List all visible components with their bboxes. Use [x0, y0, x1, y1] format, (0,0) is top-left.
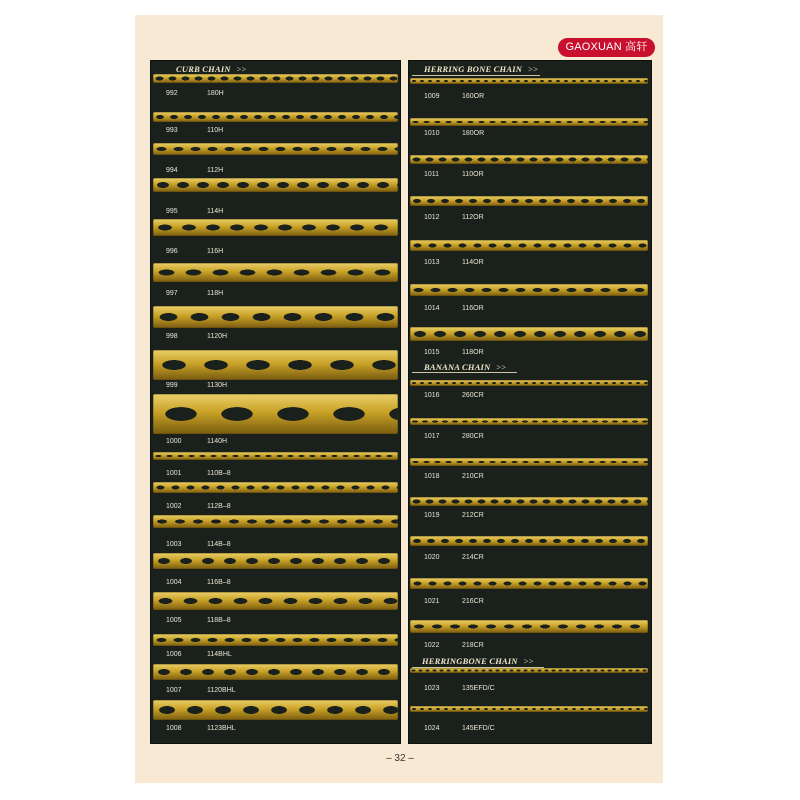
chain-image: [153, 664, 398, 680]
item-number: 993: [166, 127, 178, 134]
brand-label: GAOXUAN 高轩: [565, 41, 648, 53]
item-number: 1013: [424, 259, 440, 266]
chain-image: [153, 219, 398, 236]
chain-image: [153, 74, 398, 83]
section-arrow: >>: [236, 64, 247, 74]
section-title: BANANA CHAIN: [424, 362, 491, 372]
item-number: 1002: [166, 503, 182, 510]
chain-image: [153, 482, 398, 493]
item-number: 1018: [424, 473, 440, 480]
chain-image: [410, 497, 648, 506]
item-code: 116B–8: [207, 579, 231, 586]
item-code: 135EFD/C: [462, 685, 495, 692]
chain-image: [153, 178, 398, 192]
item-number: 994: [166, 167, 178, 174]
chain-image: [153, 143, 398, 155]
chain-image: [410, 240, 648, 251]
item-number: 1000: [166, 438, 182, 445]
chain-image: [410, 327, 648, 341]
section-underline: [412, 75, 540, 76]
item-number: 995: [166, 208, 178, 215]
section-herringbone-chain: [422, 656, 534, 666]
item-number: 1008: [166, 725, 182, 732]
item-code: 210CR: [462, 473, 484, 480]
item-number: 1023: [424, 685, 440, 692]
section-banana-chain: [424, 362, 506, 372]
item-code: 118B–8: [207, 617, 231, 624]
item-code: 114BHL: [207, 651, 232, 658]
item-code: 214CR: [462, 554, 484, 561]
item-number: 1005: [166, 617, 182, 624]
chain-image: [410, 668, 648, 673]
item-code: 112H: [207, 167, 224, 174]
item-number: 1017: [424, 433, 440, 440]
item-code: 1120BHL: [207, 687, 236, 694]
item-number: 1004: [166, 579, 182, 586]
item-number: 1011: [424, 171, 440, 178]
page-number-text: – 32 –: [386, 753, 414, 764]
chain-image: [153, 553, 398, 569]
item-number: 1024: [424, 725, 440, 732]
section-title: CURB CHAIN: [176, 64, 231, 74]
chain-image: [410, 578, 648, 589]
section-title: HERRINGBONE CHAIN: [422, 656, 518, 666]
chain-image: [153, 263, 398, 282]
item-code: 280CR: [462, 433, 484, 440]
item-code: 110OR: [462, 171, 484, 178]
item-number: 1021: [424, 598, 440, 605]
item-number: 1015: [424, 349, 440, 356]
item-code: 118H: [207, 290, 224, 297]
chain-image: [410, 155, 648, 164]
item-number: 999: [166, 382, 178, 389]
item-code: 1140H: [207, 438, 228, 445]
brand-badge: [558, 38, 655, 57]
item-number: 997: [166, 290, 178, 297]
item-code: 180H: [207, 90, 224, 97]
chain-image: [410, 380, 648, 386]
item-code: 1120H: [207, 333, 228, 340]
item-label: [166, 90, 178, 97]
section-underline: [412, 372, 517, 373]
item-code: 160OR: [462, 93, 485, 100]
item-code: 212CR: [462, 512, 484, 519]
item-code: 110H: [207, 127, 224, 134]
item-number: 1007: [166, 687, 182, 694]
item-number: 996: [166, 248, 178, 255]
chain-image: [410, 458, 648, 466]
section-title: HERRING BONE CHAIN: [424, 64, 523, 74]
item-number: 1020: [424, 554, 440, 561]
item-code: 112B–8: [207, 503, 231, 510]
section-arrow: >>: [528, 64, 539, 74]
item-code: 218CR: [462, 642, 484, 649]
item-number: 1010: [424, 130, 440, 137]
chain-image: [153, 634, 398, 646]
chain-image: [410, 418, 648, 425]
chain-image: [153, 452, 398, 460]
item-code: 180OR: [462, 130, 485, 137]
item-number: 1001: [166, 470, 182, 477]
section-arrow: >>: [523, 656, 534, 666]
item-code: 114H: [207, 208, 224, 215]
item-number: 1009: [424, 93, 440, 100]
chain-image: [410, 196, 648, 206]
chain-image: [410, 706, 648, 712]
chain-image: [410, 118, 648, 126]
chain-image: [153, 112, 398, 122]
chain-image: [410, 78, 648, 84]
item-number: 1016: [424, 392, 440, 399]
item-code: 114B–8: [207, 541, 231, 548]
chain-image: [153, 306, 398, 328]
chain-image: [153, 394, 398, 434]
chain-image: [153, 515, 398, 528]
item-number: 1006: [166, 651, 182, 658]
item-code: 116H: [207, 248, 224, 255]
page-number: [0, 753, 800, 764]
section-arrow: >>: [496, 362, 507, 372]
item-code: 145EFD/C: [462, 725, 495, 732]
chain-image: [410, 284, 648, 296]
item-number: 1012: [424, 214, 440, 221]
item-code: 114OR: [462, 259, 484, 266]
chain-image: [410, 620, 648, 633]
item-number: 998: [166, 333, 178, 340]
chain-image: [153, 700, 398, 720]
item-number: 1003: [166, 541, 182, 548]
item-code: 118OR: [462, 349, 484, 356]
item-number: 1022: [424, 642, 440, 649]
item-code: 1130H: [207, 382, 228, 389]
chain-image: [410, 536, 648, 546]
item-code: 112OR: [462, 214, 484, 221]
item-code: 110B–8: [207, 470, 231, 477]
item-code: 1123BHL: [207, 725, 236, 732]
item-code: 116OR: [462, 305, 484, 312]
chain-image: [153, 592, 398, 610]
chain-image: [153, 350, 398, 380]
item-code: 260CR: [462, 392, 484, 399]
item-number: 1019: [424, 512, 440, 519]
item-number: 1014: [424, 305, 440, 312]
section-curb-chain: [176, 64, 247, 74]
item-number: 992: [166, 90, 178, 97]
section-herring-bone-chain: [424, 64, 538, 74]
item-code: 216CR: [462, 598, 484, 605]
